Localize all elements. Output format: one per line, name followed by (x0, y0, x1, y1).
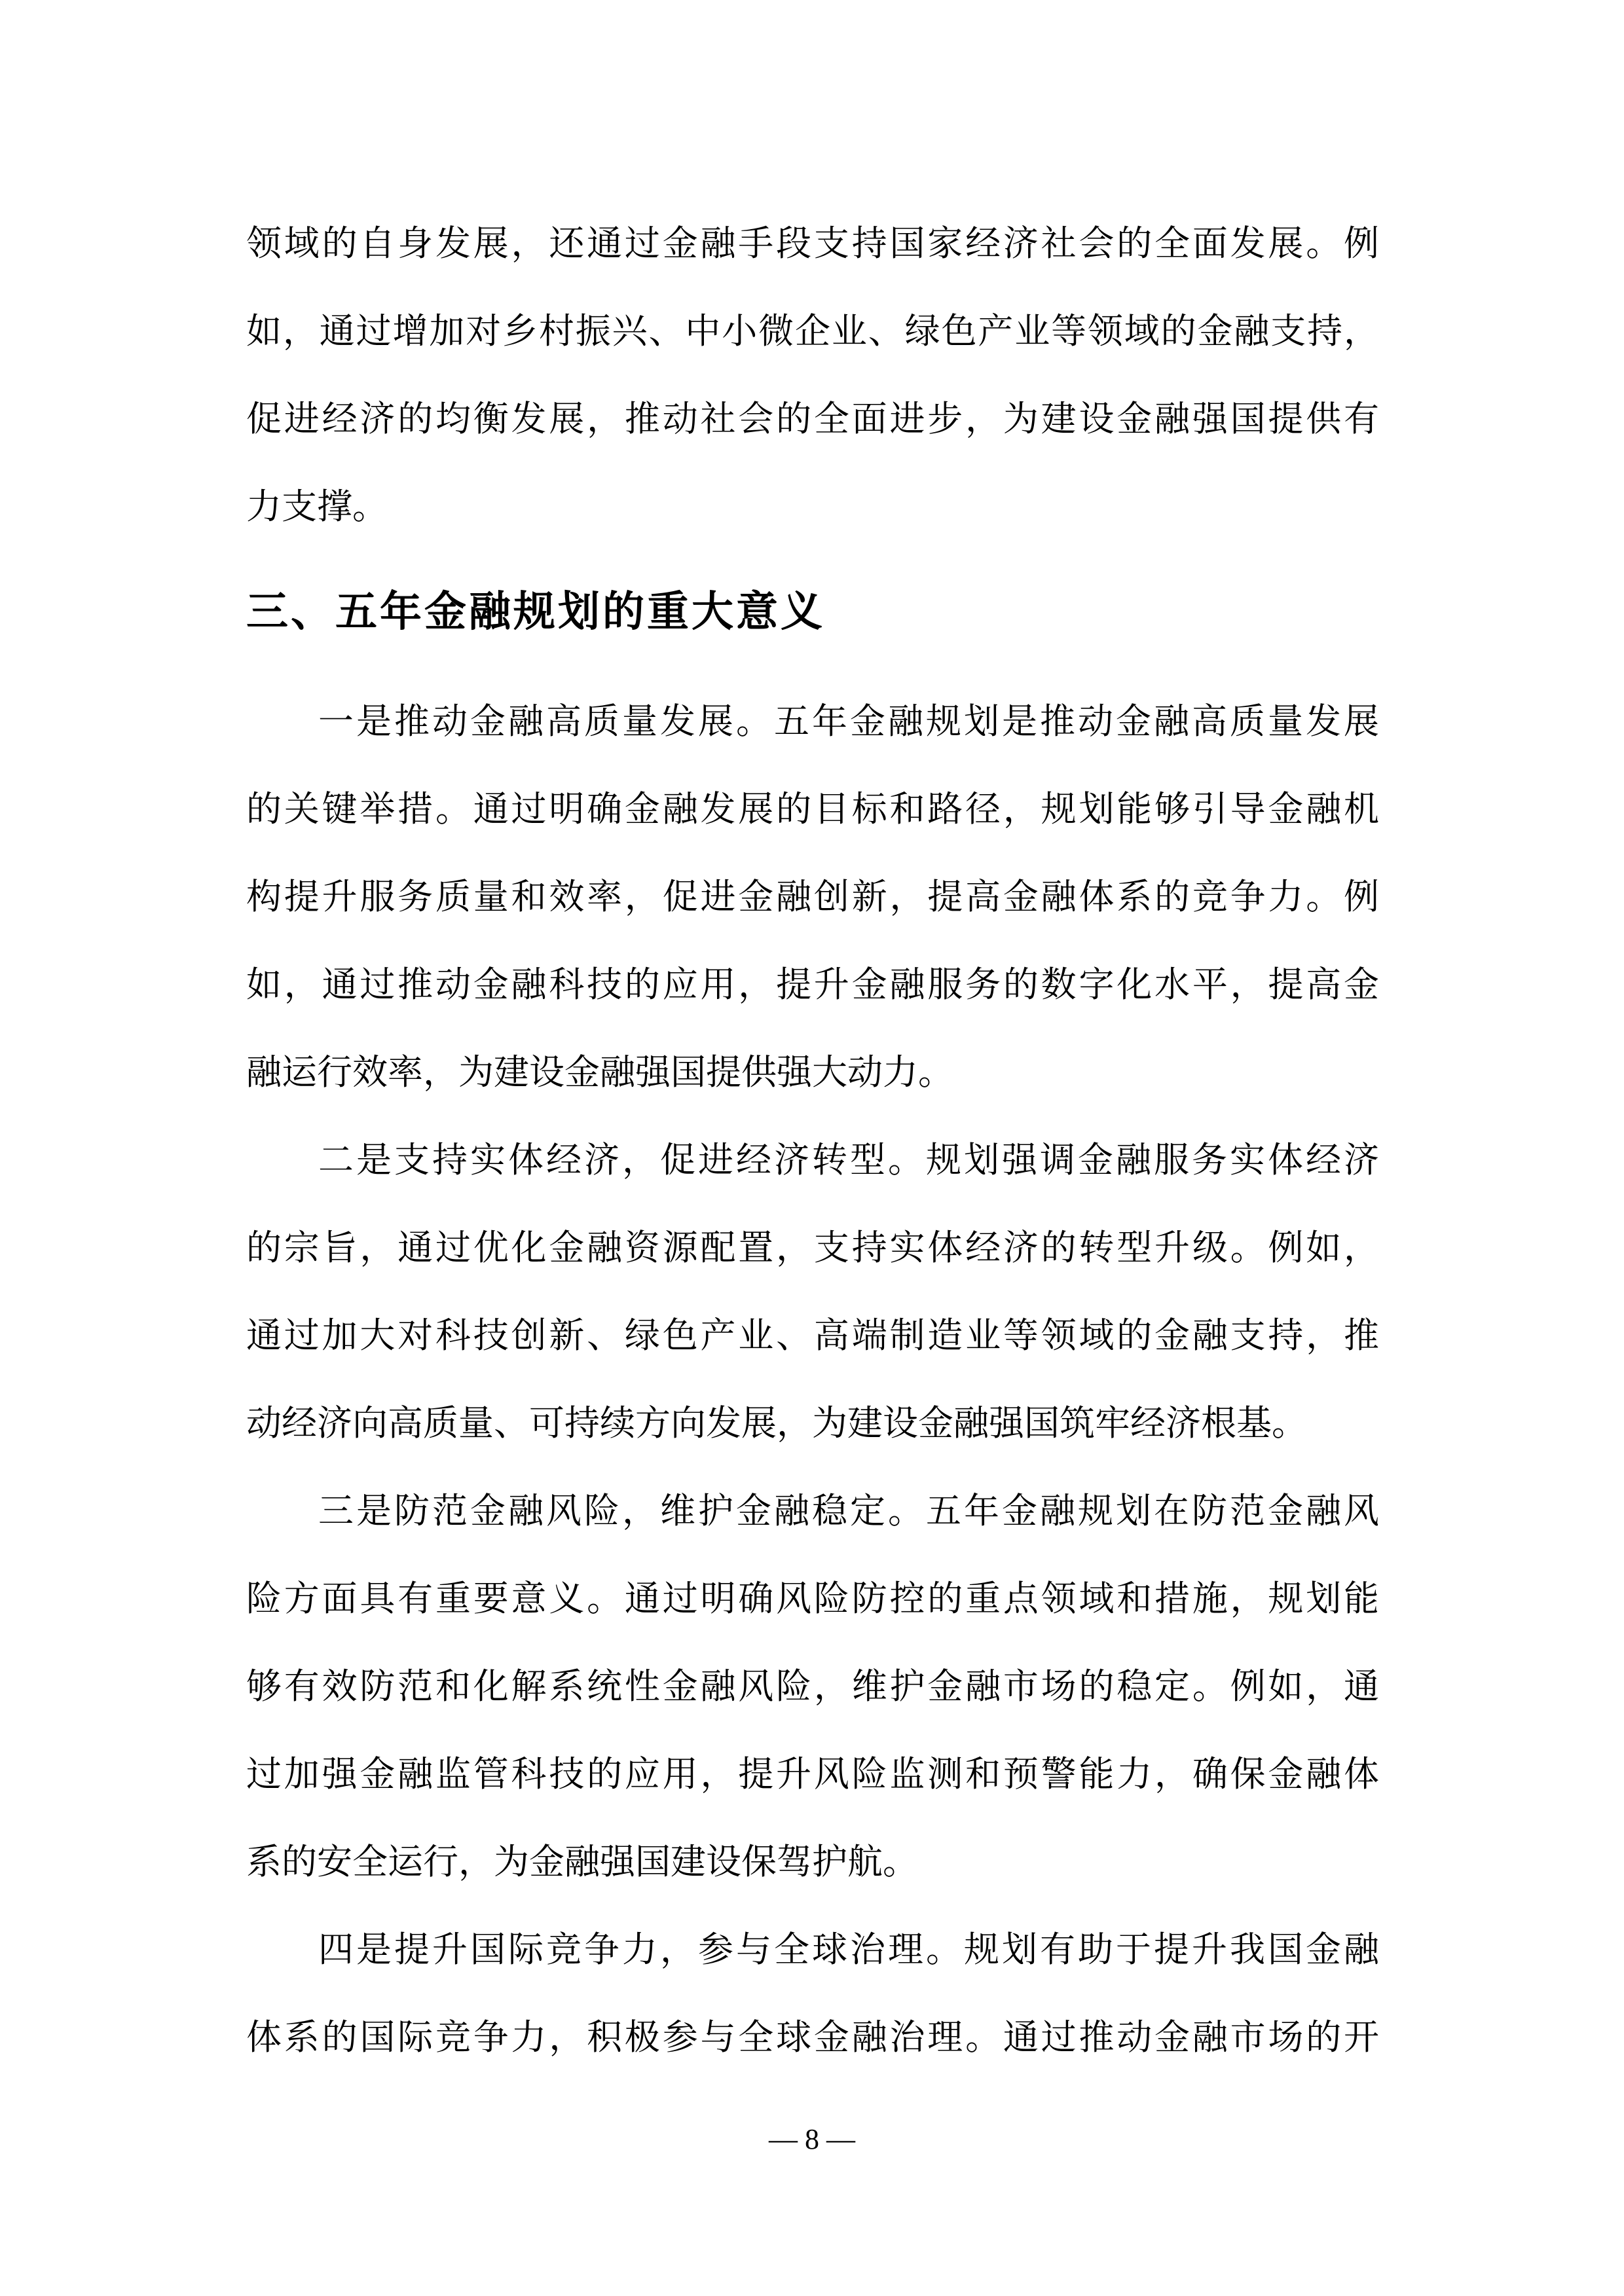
body-paragraph (246, 1116, 1379, 1467)
page-number: — 8 — (769, 2123, 855, 2155)
body-paragraph (246, 1467, 1379, 1906)
text-line: 的关键举措。通过明确金融发展的目标和路径，规划能够引导金融机 (246, 790, 1379, 829)
page-footer (0, 2120, 1624, 2159)
page-body (246, 200, 1379, 2081)
text-line: 体系的国际竞争力，积极参与全球金融治理。通过推动金融市场的开 (246, 2018, 1379, 2057)
body-paragraph (246, 678, 1379, 1116)
text-line: 融运行效率，为建设金融强国提供强大动力。 (246, 1053, 953, 1092)
text-line: 的宗旨，通过优化金融资源配置，支持实体经济的转型升级。例如， (246, 1228, 1379, 1267)
text-line: 动经济向高质量、可持续方向发展，为建设金融强国筑牢经济根基。 (246, 1404, 1307, 1443)
text-line: 四是提升国际竞争力，参与全球治理。规划有助于提升我国金融 (318, 1930, 1379, 1969)
text-line: 三是防范金融风险，维护金融稳定。五年金融规划在防范金融风 (318, 1491, 1379, 1531)
text-line: 通过加大对科技创新、绿色产业、高端制造业等领域的金融支持，推 (246, 1316, 1379, 1355)
text-line: 系的安全运行，为金融强国建设保驾护航。 (246, 1842, 918, 1882)
text-line: 二是支持实体经济，促进经济转型。规划强调金融服务实体经济 (318, 1140, 1379, 1180)
body-paragraph (246, 200, 1379, 551)
text-line: 构提升服务质量和效率，促进金融创新，提高金融体系的竞争力。例 (246, 877, 1379, 917)
text-line: 险方面具有重要意义。通过明确风险防控的重点领域和措施，规划能 (246, 1579, 1379, 1618)
text-line: 领域的自身发展，还通过金融手段支持国家经济社会的全面发展。例 (246, 224, 1379, 263)
body-paragraph (246, 1906, 1379, 2081)
text-line: 力支撑。 (246, 487, 388, 526)
text-line: 一是推动金融高质量发展。五年金融规划是推动金融高质量发展 (318, 702, 1379, 741)
text-line: 够有效防范和化解系统性金融风险，维护金融市场的稳定。例如，通 (246, 1667, 1379, 1706)
text-line: 过加强金融监管科技的应用，提升风险监测和预警能力，确保金融体 (246, 1755, 1379, 1794)
section-heading: 三、五年金融规划的重大意义 (246, 588, 825, 635)
text-line: 如，通过增加对乡村振兴、中小微企业、绿色产业等领域的金融支持， (246, 312, 1379, 351)
text-line: 如，通过推动金融科技的应用，提升金融服务的数字化水平，提高金 (246, 965, 1379, 1004)
text-line: 促进经济的均衡发展，推动社会的全面进步，为建设金融强国提供有 (246, 399, 1379, 439)
